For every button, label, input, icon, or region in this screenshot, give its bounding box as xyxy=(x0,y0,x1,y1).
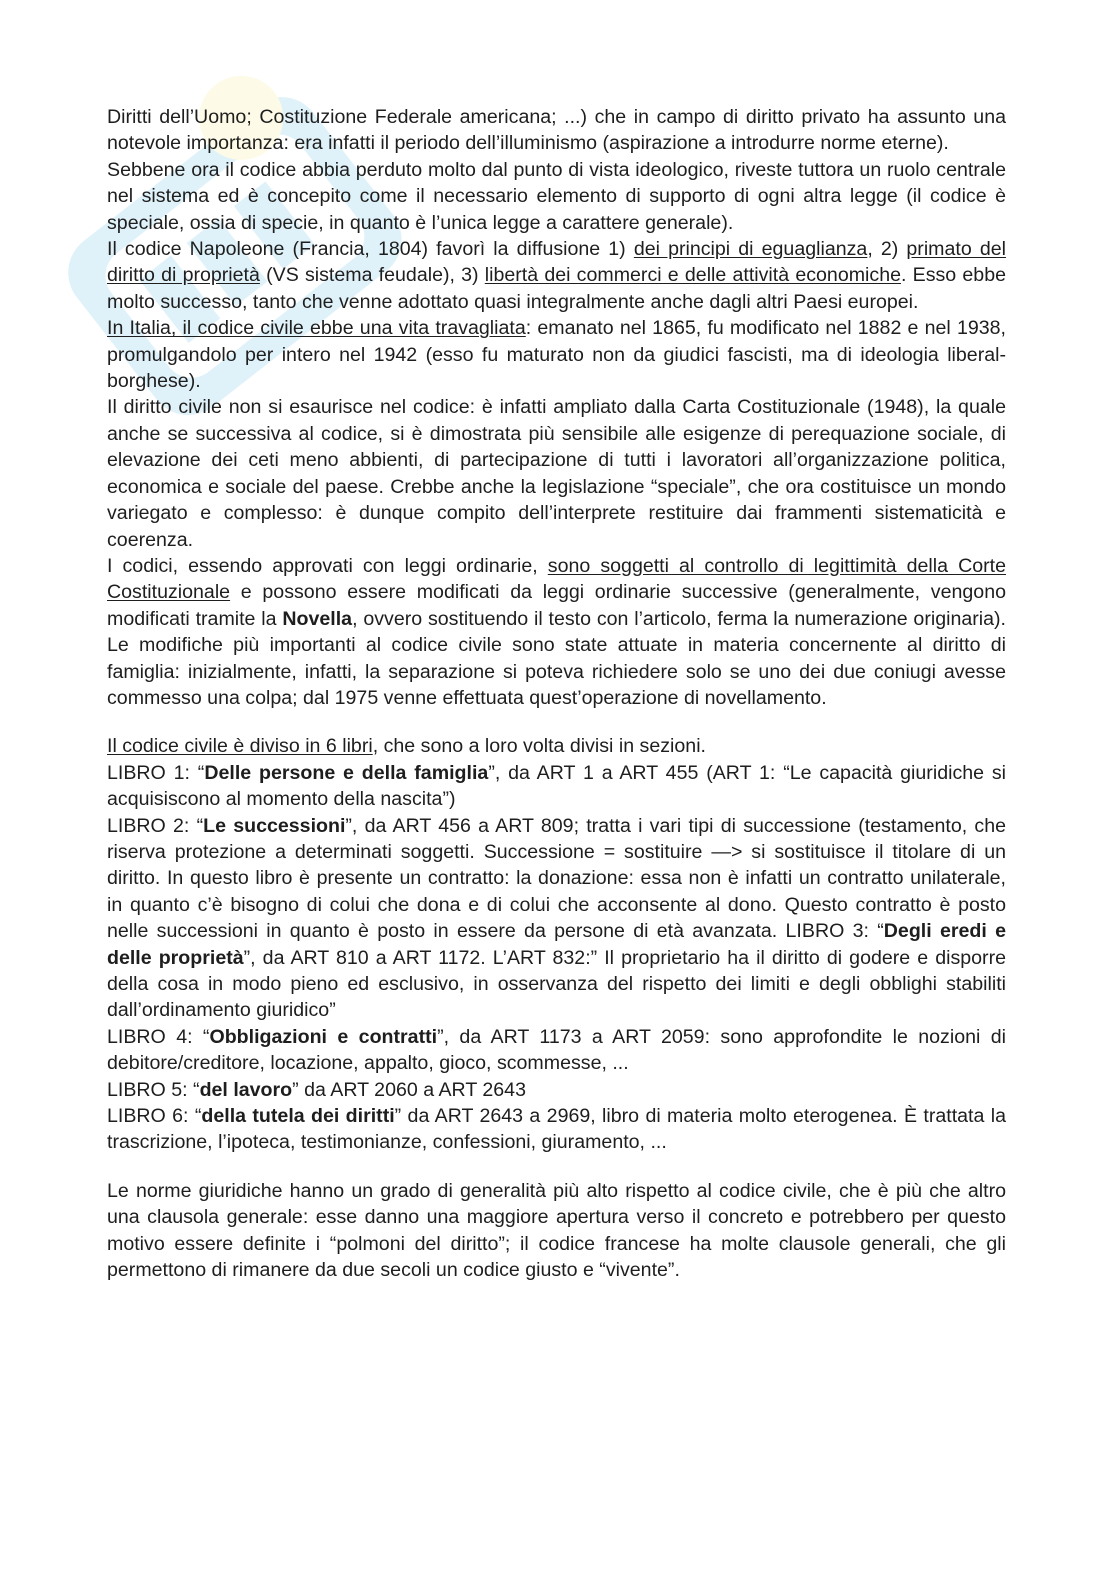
paragraph-diritto-civile: Il diritto civile non si esaurisce nel codice: è infatti ampliato dalla Carta Costituzionale (1948), la quale anche se successiva al codice, si è dimostrata più sensibile alle esigenze di perequazione sociale, di elevazione dei ceti meno abbienti, di partecipazione di tutti i lavoratori all’organizzazione politica, economica e sociale del paese. Crebbe anche la legislazione “speciale”, che ora costituisce un mondo variegato e complesso: è dunque compito dell’interprete restituire dai frammenti sistematicità e coerenza. xyxy=(107,396,1006,551)
paragraph-libro-2-3: LIBRO 2: “Le successioni”, da ART 456 a ART 809; tratta i vari tipi di successione (testamento, che riserva protezione a determinati soggetti. Successione = sostituire —> si sostituisce il titolare di un diritto. In questo libro è presente un contratto: la donazione: essa non è infatti un contratto unilaterale, in quanto c’è bisogno di colui che dona e di colui che acconsente al dono. Questo contratto è posto nelle successioni in quanto è posto in essere da persone di età avanzata. LIBRO 3: “Degli eredi e delle proprietà”, da ART 810 a ART 1172. L’ART 832:” Il proprietario ha il diritto di godere e disporre della cosa in modo pieno ed esclusivo, in osservanza del rispetto dei limiti e degli obblighi stabiliti dall’ordinamento giuridico” xyxy=(107,814,1007,1022)
bold-libro-1: Delle persone e della famiglia xyxy=(204,761,489,784)
paragraph-italia: In Italia, il codice civile ebbe una vita travagliata: emanato nel 1865, fu modificato nel 1882 e nel 1938, promulgandolo per intero nel 1942 (esso fu maturato non da giudici fascisti, ma di ideologia liberal-borghese). xyxy=(107,317,1006,393)
paragraph-gap xyxy=(107,1156,1006,1178)
paragraph-intro: Diritti dell’Uomo; Costituzione Federale americana; ...) che in campo di diritto privato ha assunto una notevole importanza: era infatti il periodo dell’illuminismo (aspirazione a introdurre norme eterne). xyxy=(107,106,1006,155)
bold-libro-5: del lavoro xyxy=(199,1078,293,1101)
paragraph-gap xyxy=(107,711,1006,733)
bold-libro-4: Obbligazioni e contratti xyxy=(209,1025,438,1048)
underline-commerci: libertà dei commerci e delle attività economiche xyxy=(484,264,901,287)
paragraph-codice-napoleone: Il codice Napoleone (Francia, 1804) favorì la diffusione 1) dei principi di eguaglianza, 2) primato del diritto di proprietà (VS sistema feudale), 3) libertà dei commerci e delle attività economiche. Esso ebbe molto successo, tanto che venne adottato quasi integralmente anche dagli altri Paesi europei. xyxy=(107,238,1006,313)
bold-libro-2: Le successioni xyxy=(203,814,346,837)
underline-libri: Il codice civile è diviso in 6 libri xyxy=(107,735,373,758)
underline-eguaglianza: dei principi di eguaglianza xyxy=(633,238,868,261)
paragraph-norme-giuridiche: Le norme giuridiche hanno un grado di generalità più alto rispetto al codice civile, che è più che altro una clausola generale: esse danno una maggiore apertura verso il concreto e potrebbero per questo motivo essere definite i “polmoni del diritto”; il codice francese ha molte clausole generali, che gli permettono di rimanere da due secoli un codice giusto e “vivente”. xyxy=(107,1179,1006,1282)
underline-italia: In Italia, il codice civile ebbe una vita travagliata xyxy=(107,317,526,340)
bold-novella: Novella xyxy=(282,607,353,630)
underline-corte: sono soggetti al controllo di legittimità della Corte Costituzionale xyxy=(107,554,1006,604)
paragraph-codice-ideologico: Sebbene ora il codice abbia perduto molto dal punto di vista ideologico, riveste tuttora un ruolo centrale nel sistema ed è concepito come il necessario elemento di supporto di ogni altra legge (il codice è speciale, ossia di specie, in quanto è l’unica legge a carattere generale). xyxy=(107,158,1006,234)
underline-proprieta: primato del diritto di proprietà xyxy=(107,238,1006,287)
bold-libro-3: Degli eredi e delle proprietà xyxy=(107,920,1006,969)
document-body xyxy=(107,104,1006,1283)
paragraph-libri-intro: Il codice civile è diviso in 6 libri, che sono a loro volta divisi in sezioni. xyxy=(107,735,706,758)
paragraph-libro-4: LIBRO 4: “Obbligazioni e contratti”, da ART 1173 a ART 2059: sono approfondite le nozioni di debitore/creditore, locazione, appalto, gioco, scommesse, ... xyxy=(107,1025,1006,1075)
paragraph-libro-1: LIBRO 1: “Delle persone e della famiglia”, da ART 1 a ART 455 (ART 1: “Le capacità giuridiche si acquisiscono al momento della nascita”) xyxy=(107,761,1007,811)
paragraph-codici-leggi: I codici, essendo approvati con leggi ordinarie, sono soggetti al controllo di legittimità della Corte Costituzionale e possono essere modificati da leggi ordinarie successive (generalmente, vengono modificati tramite la Novella, ovvero sostituendo il testo con l’articolo, ferma la numerazione originaria). Le modifiche più importanti al codice civile sono state attuate in materia concernente al diritto di famiglia: inizialmente, infatti, la separazione si poteva richiedere solo se uno dei due coniugi avesse commesso una colpa; dal 1975 venne effettuata quest’operazione di novellamento. xyxy=(107,554,1006,709)
bold-libro-6: della tutela dei diritti xyxy=(201,1105,395,1128)
paragraph-libro-6: LIBRO 6: “della tutela dei diritti” da ART 2643 a 2969, libro di materia molto eterogenea. È trattata la trascrizione, l’ipoteca, testimonianze, confessioni, giuramento, ... xyxy=(107,1105,1006,1154)
paragraph-libro-5: LIBRO 5: “del lavoro” da ART 2060 a ART 2643 xyxy=(107,1078,526,1101)
